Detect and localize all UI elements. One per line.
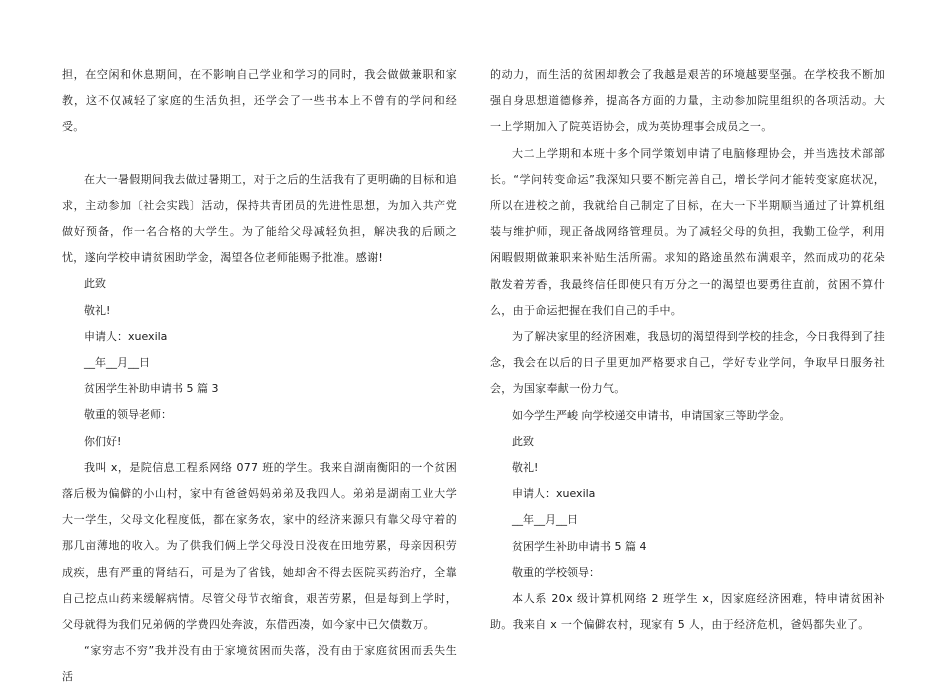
right-column (490, 62, 885, 638)
paragraph: 在大一暑假期间我去做过暑期工，对于之后的生活我有了更明确的目标和追求，主动参加〔社会实践〕活动，保持共青团员的先进性思想，为加入共产党做好预备，作一名合格的大学生。为了能给父母减轻负担，解决我的后顾之忧，遂向学校申请贫困助学金，渴望各位老师能赐予批准。感谢! (62, 172, 457, 265)
paragraph-gap (62, 141, 457, 167)
section-title: 贫困学生补助申请书 5 篇 4 (512, 539, 647, 553)
closing-salute: 敬礼! (512, 461, 539, 475)
paragraph: 大二上学期和本班十多个同学策划申请了电脑修理协会，并当选技术部部长。“学问转变命运”我深知只要不断完善自己，增长学问才能转变家庭状况，所以在进校之前，我就给自己制定了目标，在大一下半期顺当通过了计算机组装与维护师，现正备战网络管理员。为了减轻父母的负担，我勤工俭学，利用闲暇假期做兼职来补贴生活所需。求知的路途虽然布满艰辛，然而成功的花朵散发着芳香，我最终信任即使只有万分之一的渴望也要勇往直前，贫困不算什么，由于命运把握在我们自己的手中。 (490, 146, 885, 317)
paragraph: “家穷志不穷”我并没有由于家境贫困而失落，没有由于家庭贫困而丢失生活 (62, 644, 457, 684)
paragraph: 本人系 20x 级计算机网络 2 班学生 x，因家庭经济困难，特申请贫困补助。我来自 x 一个偏僻农村，现家有 5 人，由于经济危机，爸妈都失业了。 (490, 592, 885, 632)
closing-salute: 敬礼! (84, 303, 111, 317)
paragraph: 的动力，而生活的贫困却教会了我越是艰苦的环境越要坚强。在学校我不断加强自身思想道德修养，提高各方面的力量，主动参加院里组织的各项活动。大一上学期加入了院英语协会，成为英协理事会成员之一。 (490, 68, 885, 134)
section-title: 贫困学生补助申请书 5 篇 3 (84, 382, 219, 396)
applicant-line: 申请人：xuexila (84, 329, 168, 343)
date-line: __年__月__日 (512, 513, 578, 527)
date-line: __年__月__日 (84, 356, 150, 370)
statement-line: 如今学生严峻 向学校递交申请书，申请国家三等助学金。 (512, 408, 791, 422)
salutation: 敬重的学校领导： (512, 565, 600, 579)
closing-line: 此致 (512, 434, 534, 448)
paragraph: 我叫 x，是院信息工程系网络 077 班的学生。我来自湖南衡阳的一个贫困落后极为偏僻的小山村，家中有爸爸妈妈弟弟及我四人。弟弟是湖南工业大学大一学生，父母文化程度低，都在家务农，家中的经济来源只有靠父母守着的那几亩薄地的收入。为了供我们俩上学父母没日没夜在田地劳累，母亲因积劳成疾，患有严重的肾结石，可是为了省钱，她却舍不得去医院买药治疗，全靠自己挖点山药来缓解病情。尽管父母节衣缩食，艰苦劳累，但是每到上学时，父母就得为我们兄弟俩的学费四处奔波，东借西凑，如今家中已欠债数万。 (62, 460, 457, 632)
closing-line: 此致 (84, 277, 106, 291)
paragraph: 为了解决家里的经济困难，我恳切的渴望得到学校的挂念，今日我得到了挂念，我会在以后的日子里更加严格要求自己，学好专业学问，争取早日服务社会，为国家奉献一份力气。 (490, 330, 885, 396)
paragraph: 担，在空闲和休息期间，在不影响自己学业和学习的同时，我会做做兼职和家教，这不仅减轻了家庭的生活负担，还学会了一些书本上不曾有的学问和经受。 (62, 68, 457, 134)
greeting: 你们好! (84, 434, 122, 448)
applicant-line: 申请人：xuexila (512, 487, 596, 501)
left-column (62, 62, 457, 691)
salutation: 敬重的领导老师： (84, 408, 172, 422)
